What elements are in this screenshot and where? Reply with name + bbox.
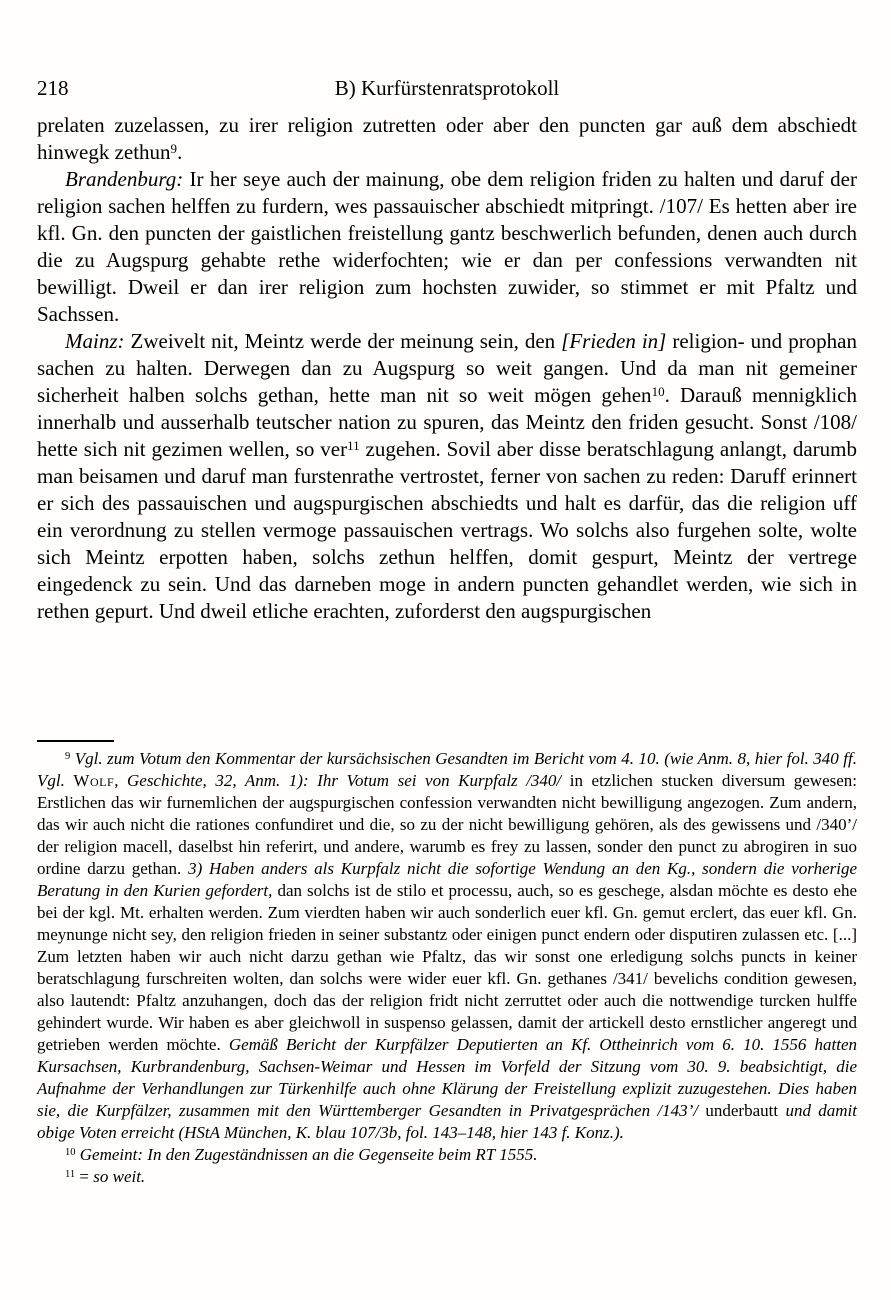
text-segment: [Frieden in] (561, 329, 667, 353)
text-segment: Ir her seye auch der mainung, obe dem religion friden zu halten und daruf der religion sachen helffen zu furdern, wes passauischer abschiedt mitpringt. /107/ Es hetten aber ire kfl. Gn. den puncten der gaistlichen freistellung gantz beschwerlich befunden, denen auch durch die zu Augspurg gehabte rethe widerfochten; wie er dan per confessions verwandten nit bewilligt. Dweil er dan irer religion zum hochsten zuwider, so stimmet er mit Pfaltz und Sachssen. (37, 167, 857, 326)
text-segment: dan solchs ist de stilo et processu, auch, so es geschege, alsdan möchte es desto ehe bei der kgl. Mt. erhalten werden. Zum vierdten haben wir auch sonderlich euer kfl. Gn. gemut erclert, das euer kfl. Gn. meynunge nicht sey, den religion frieden in seiner substantz oder einigen punct endern oder disputiren zulassen etc. [...] Zum letzten haben wir auch nicht darzu gethan wie Pfaltz, das wir sonst one erledigung solchs puncts in keiner beratschlagung furschreiten wolten, dan solchs were wider euer kfl. Gn. gethanes /341/ bevelichs condition gewesen, also lautendt: Pfaltz anzuhangen, doch das der religion fridt nicht zerruttet oder auch die nottwendige turcken hulffe gehindert wurde. Wir haben es aber gleichwoll in suspenso gelassen, damit der artickell desto ernstlicher angeregt und getrieben werden möchte. (37, 881, 857, 1054)
text-segment: religion- und prophan sachen zu halten. Derwegen dan zu Augspurg so weit gangen. Und da man nit gemeiner sicherheit halben solchs gethan, hette man nit so weit mögen gehen (37, 329, 858, 407)
text-segment: so weit. (93, 1167, 146, 1186)
text-segment: zugehen. Sovil aber disse beratschlagung anlangt, darumb man beisamen und daruf man furstenrathe vertrostet, ferner von sachen zu reden: Daruff erinnert er sich des passauischen und augspurgischen abschiedts und halt es darfür, das die religion uff ein verordnung zu stellen vermoge passauischen vertrags. Wo solchs also furgehen solte, wolte sich Meintz erpotten haben, solchs zethun helffen, domit gespurt, Meintz der vertrege eingedenck zu sein. Und das darneben moge in andern puncten gehandlet werden, wie sich in rethen gepurt. Und dweil etliche erachten, zuforderst den augspurgischen (37, 437, 857, 623)
footnote (37, 1144, 857, 1166)
text-segment: Gemäß Bericht der Kurpfälzer Deputierten an Kf. Ottheinrich vom 6. 10. 1556 hatten Kursachsen, Kurbrandenburg, Sachsen-Weimar und Hessen im Vorfeld der Sitzung vom 30. 9. beabsichtigt, die Aufnahme der Verhandlungen zur Türkenhilfe auch ohne Klärung der Freistellung explizit zuzugestehen. Dies haben sie, die Kurpfälzer, zusammen mit den Württemberger Gesandten in Privatgesprächen /143’/ (37, 1035, 857, 1120)
page-header (37, 76, 857, 104)
paragraph (37, 112, 857, 166)
footnote-marker: 9 (170, 141, 178, 157)
text-segment: prelaten zuzelassen, zu irer religion zutretten oder aber den puncten gar auß dem abschiedt hinwegk zethun (37, 113, 857, 164)
footnotes (37, 748, 857, 1188)
paragraph (37, 328, 857, 625)
text-segment: in etzlichen stucken diversum gewesen: Erstlichen das wir furnemlichen der augspurgischen confession verwandten nicht bewilligung angezogen. Zum andern, das wir auch nicht die rationes confundiret und die, so zu der nicht bewilligung gehören, als des gewissens und /340’/ der religion macell, daselbst hin referirt, und andere, warumb es frey zu lassen, sonder den punct zu abrogiren in suo ordine darzu gethan. (37, 771, 858, 878)
text-segment: Gemeint: In den Zugeständnissen an die Gegenseite beim RT 1555. (79, 1145, 538, 1164)
text-segment: , Geschichte, 32, Anm. 1): Ihr Votum sei von Kurpfalz /340/ (114, 771, 570, 790)
footnote-marker: 10 (651, 384, 665, 400)
footnote-separator (37, 740, 114, 742)
text-segment: Vgl. zum Votum den Kommentar der kursächsischen Gesandten im Bericht vom 4. 10. (wie Anm. 8, hier fol. 340 ff. Vgl. (37, 749, 857, 790)
text-segment: Brandenburg: (65, 167, 184, 191)
text-segment: underbautt (705, 1101, 786, 1120)
footnote-number: 10 (65, 1147, 76, 1159)
page-number: 218 (37, 76, 69, 100)
footnote-marker: 11 (347, 438, 360, 454)
paragraph (37, 166, 857, 328)
text-segment: Wolf (73, 771, 115, 790)
text-segment: . (177, 140, 183, 164)
footnote (37, 748, 857, 1144)
text-segment: 3) Haben anders als Kurpfalz nicht die sofortige Wendung an den Kg., sondern die vorherige Beratung in den Kurien gefordert, (37, 859, 858, 900)
running-head: B) Kurfürstenratsprotokoll (334, 76, 560, 100)
body-text (37, 112, 857, 625)
footnote-number: 9 (65, 751, 71, 763)
text-segment: . Darauß mennigklich innerhalb und ausserhalb teutscher nation zu spuren, das Meintz den friden gesucht. Sonst /108/ hette sich nit gezimen wellen, so ver (37, 383, 858, 461)
text-segment: Zweivelt nit, Meintz werde der meinung sein, den (124, 329, 562, 353)
text-segment: = (79, 1167, 94, 1186)
footnote-number: 11 (65, 1169, 76, 1181)
footnote (37, 1166, 857, 1188)
text-segment: und damit obige Voten erreicht (HStA München, K. blau 107/3b, fol. 143–148, hier 143 f. Konz.). (37, 1101, 857, 1142)
text-segment: Mainz: (65, 329, 125, 353)
